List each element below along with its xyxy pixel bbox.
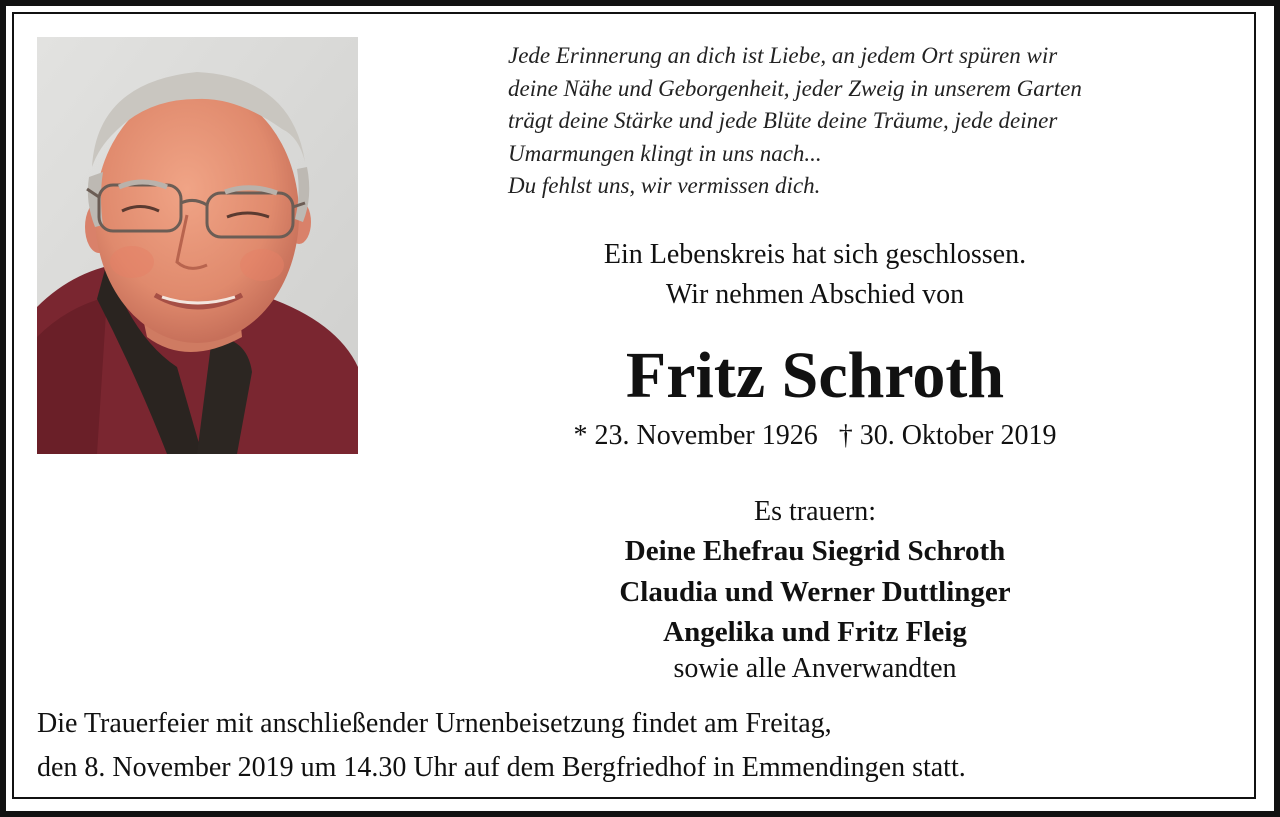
intro-text	[500, 235, 1130, 315]
mourner-name: Angelika und Fritz Fleig	[663, 616, 967, 648]
life-dates: * 23. November 1926 † 30. Oktober 2019	[573, 420, 1057, 451]
mourners-heading: Es trauern:	[753, 496, 877, 527]
notice-line-1: Die Trauerfeier mit anschließender Urnenbeisetzung findet am Freitag,	[37, 708, 832, 739]
deceased-name: Fritz Schroth	[625, 339, 1005, 412]
mourner-name: Claudia und Werner Duttlinger	[619, 575, 1011, 608]
mourners-list	[500, 531, 1130, 653]
notice-line-2: den 8. November 2019 um 14.30 Uhr auf dem Bergfriedhof in Emmendingen statt.	[37, 752, 966, 783]
intro-line-2: Wir nehmen Abschied von	[665, 279, 965, 310]
poem-line: Umarmungen klingt in uns nach...	[508, 140, 822, 166]
funeral-notice	[37, 702, 1237, 790]
memorial-poem	[508, 40, 1248, 203]
poem-line: deine Nähe und Geborgenheit, jeder Zweig in unserem Garten	[508, 75, 1082, 101]
poem-line: Jede Erinnerung an dich ist Liebe, an jedem Ort spüren wir	[508, 43, 1058, 68]
portrait-photo	[37, 37, 358, 454]
poem-line: Du fehlst uns, wir vermissen dich.	[508, 173, 821, 198]
relatives-line: sowie alle Anverwandten	[673, 653, 957, 684]
intro-line-1: Ein Lebenskreis hat sich geschlossen.	[603, 239, 1027, 270]
poem-line: trägt deine Stärke und jede Blüte deine Träume, jede deiner	[508, 108, 1058, 133]
mourner-name: Deine Ehefrau Siegrid Schroth	[624, 535, 1006, 567]
